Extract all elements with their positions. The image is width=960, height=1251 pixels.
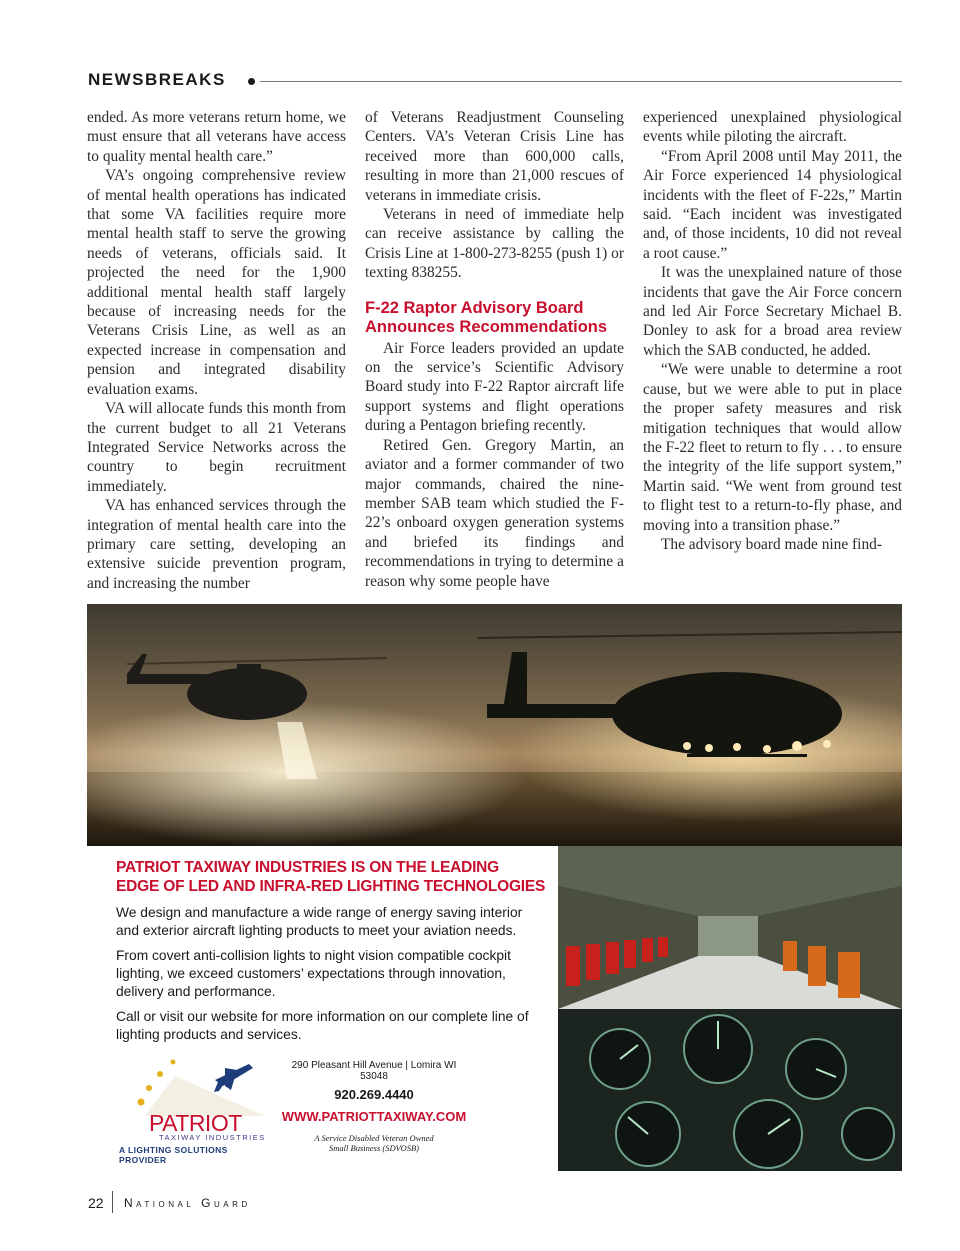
ad-paragraph: From covert anti-collision lights to night vision compatible cockpit lighting, we exceed customers’ expectations through innovation, delivery and performance.	[116, 948, 511, 999]
aircraft-cabin-photo	[558, 846, 902, 1009]
ad-body	[116, 904, 546, 1051]
veteran-line-1: A Service Disabled Veteran Owned	[314, 1133, 434, 1143]
section-header	[88, 68, 902, 94]
logo-tagline: A LIGHTING SOLUTIONS PROVIDER	[119, 1145, 228, 1165]
patriot-logo	[115, 1056, 275, 1165]
article-column-3	[643, 108, 902, 554]
address: 290 Pleasant Hill Avenue | Lomira WI 53048	[291, 1060, 457, 1082]
paragraph: The advisory board made nine find-	[661, 535, 882, 553]
article-column-1	[87, 108, 346, 593]
paragraph: of Veterans Readjustment Counseling Centers. VA’s Veteran Crisis Line has received more than 600,000 calls, resulting in more than 21,000 rescues of veterans in immediate crisis.	[365, 109, 624, 204]
cockpit-instruments-photo	[558, 1009, 902, 1171]
article-subheading: F-22 Raptor Advisory Board Announces Recommendations	[365, 298, 608, 336]
paragraph: “We were unable to determine a root cause, but we were able to put in place the proper safety measures and risk mitigation techniques that would allow the F-22 fleet to return to fly . . . to ensure the integrity of the life support system,” Martin said. “We went from ground test to flight test to a return-to-fly phase, and moving into a transition phase.”	[643, 361, 903, 534]
phone-number: 920.269.4440	[334, 1087, 414, 1102]
ad-headline: PATRIOT TAXIWAY INDUSTRIES IS ON THE LEADING EDGE OF LED AND INFRA-RED LIGHTING TECHNOLOGIES	[116, 859, 546, 895]
advertisement	[87, 846, 558, 1171]
website-link[interactable]: WWW.PATRIOTTAXIWAY.COM	[281, 1109, 467, 1124]
veteran-owned-note	[279, 1133, 469, 1153]
logo-subtitle: TAXIWAY INDUSTRIES	[159, 1133, 266, 1142]
paragraph: Veterans in need of immediate help can receive assistance by calling the Crisis Line at 1-800-273-8255 (push 1) or texting 838255.	[365, 206, 624, 282]
paragraph: ended. As more veterans return home, we must ensure that all veterans have access to quality mental health care.”	[87, 109, 346, 165]
paragraph: VA has enhanced services through the integration of mental health care into the primary care setting, developing an extensive suicide prevention program, and increasing the number	[87, 497, 346, 592]
paragraph: experienced unexplained physiological events while piloting the aircraft.	[643, 109, 902, 146]
paragraph: “From April 2008 until May 2011, the Air Force experienced 14 physiological incidents with the fleet of F-22s,” Martin said. “Each incident was investigated and, of those incidents, 10 did not reveal a root cause.”	[643, 147, 902, 262]
ad-paragraph: Call or visit our website for more information on our complete line of lighting products and services.	[116, 1009, 529, 1042]
paragraph: VA’s ongoing comprehensive review of mental health operations has indicated that some VA facilities require more mental health staff to serve the growing needs of veterans, officials said. It projected the need for the 1,900 additional mental health staff largely because of increasing needs for the Veterans Crisis Line, as well as an expected increase in compensation and pension and integrated disability evaluation exams.	[87, 167, 346, 398]
ad-paragraph: We design and manufacture a wide range of energy saving interior and exterior aircraft lighting products to meet your aviation needs.	[116, 905, 523, 938]
paragraph: Air Force leaders provided an update on the service’s Scientific Advisory Board study into F-22 Raptor aircraft life support systems and flight operations during a Pentagon briefing recently.	[365, 339, 624, 435]
section-label: NEWSBREAKS	[88, 70, 226, 89]
footer-divider	[112, 1191, 113, 1213]
airplane-icon	[214, 1064, 253, 1092]
paragraph: Retired Gen. Gregory Martin, an aviator and a former commander of two major commands, chaired the nine-member SAB team which studied the F-22’s onboard oxygen generation systems and briefed its findings and recommendations in trying to determine a reason why some people have	[365, 436, 624, 590]
contact-block	[279, 1060, 469, 1153]
logo-name: PATRIOT	[149, 1110, 242, 1136]
article-column-2	[365, 108, 624, 591]
header-rule	[260, 81, 902, 82]
page-number: 22	[88, 1195, 104, 1211]
header-bullet	[248, 78, 255, 85]
veteran-line-2: Small Business (SDVOSB)	[329, 1143, 419, 1153]
paragraph: VA will allocate funds this month from the current budget to all 21 Veterans Integrated Service Networks across the country to begin recruitment immediately.	[87, 400, 346, 495]
paragraph: It was the unexplained nature of those incidents that gave the Air Force concern and led Air Force Secretary Michael B. Donley to ask for a broad area review which the SAB conducted, he added.	[643, 264, 902, 359]
helicopter-photo	[87, 604, 902, 846]
publication-name: National Guard	[124, 1196, 251, 1210]
